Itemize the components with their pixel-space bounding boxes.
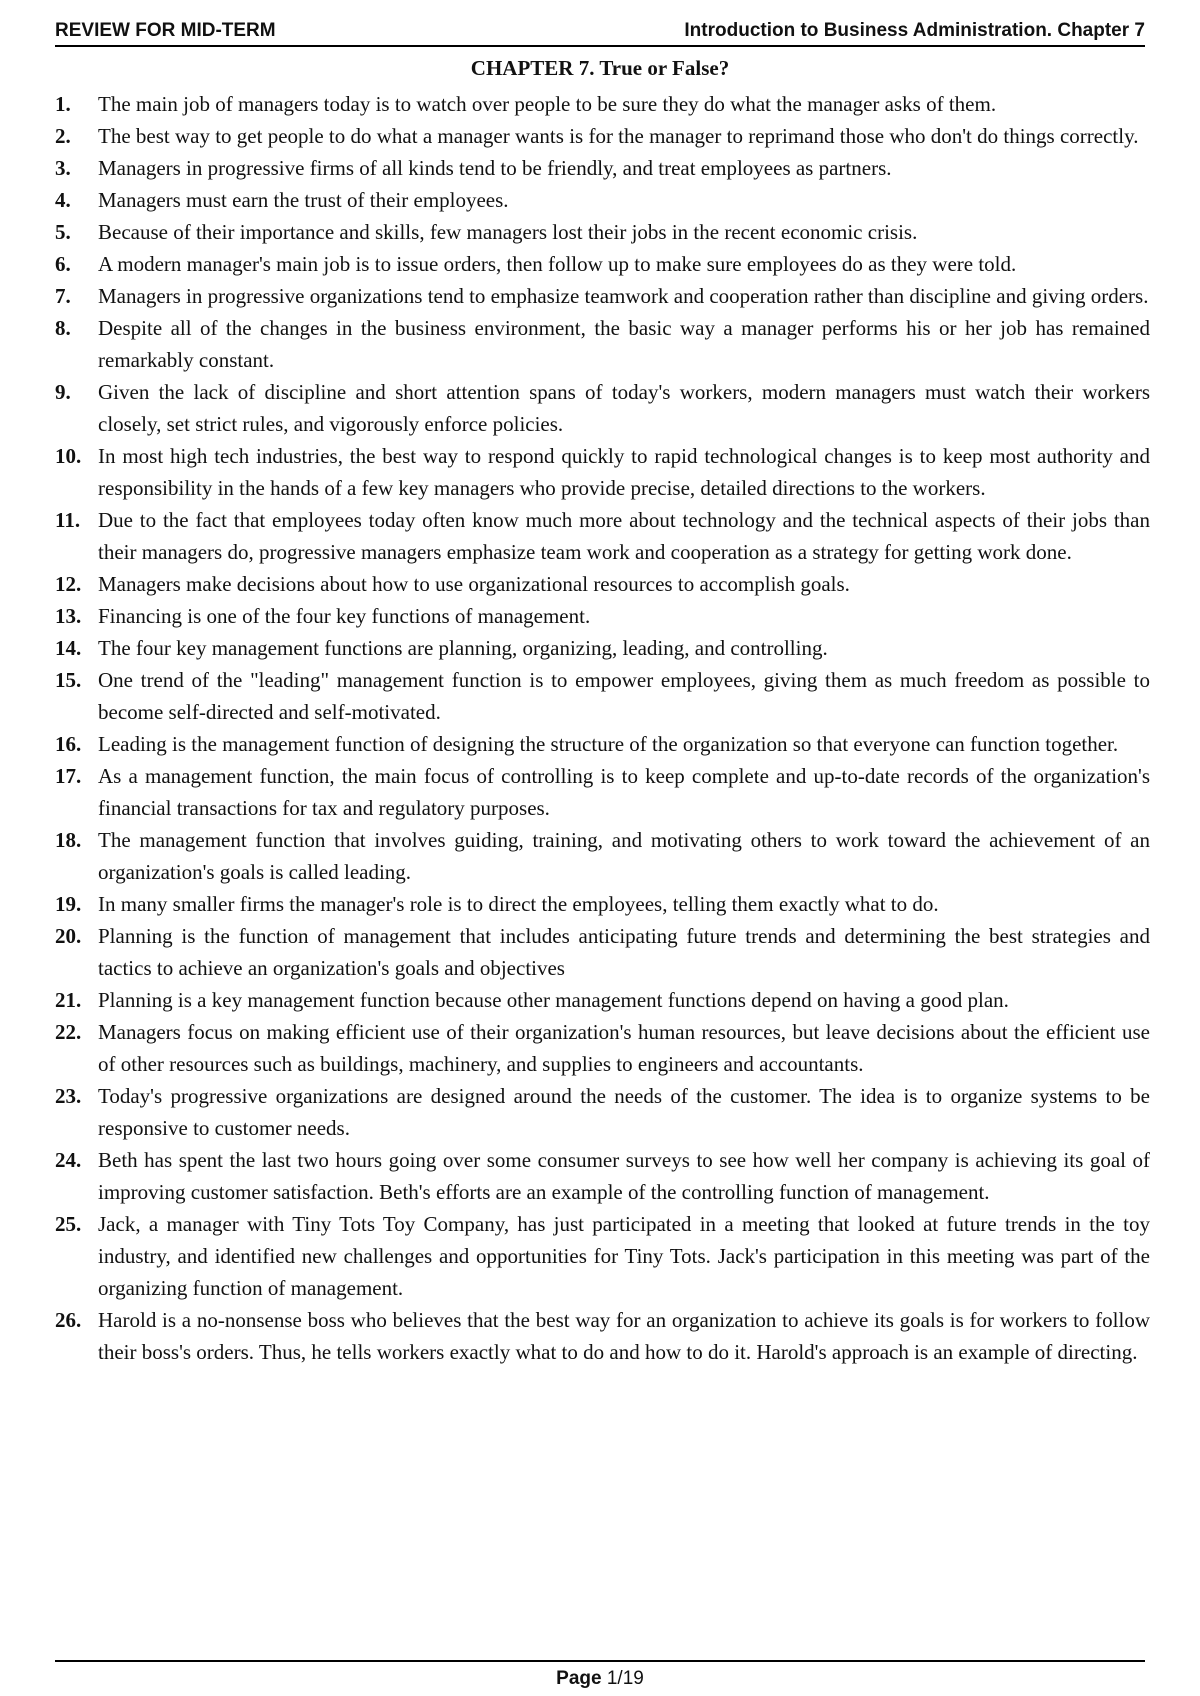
- question-item: [55, 1080, 1150, 1144]
- question-number: 2.: [55, 124, 71, 148]
- question-text: Managers in progressive organizations tend to emphasize teamwork and cooperation rather than discipline and giving orders.: [98, 284, 1149, 308]
- question-text: Jack, a manager with Tiny Tots Toy Company, has just participated in a meeting that looked at future trends in the toy industry, and identified new challenges and opportunities for Tiny Tots. Jack's participation in this meeting was part of the organizing function of management.: [98, 1212, 1150, 1300]
- question-item: [55, 920, 1150, 984]
- question-item: [55, 312, 1150, 376]
- question-number: 24.: [55, 1148, 82, 1172]
- question-number: 17.: [55, 764, 82, 788]
- page-title: CHAPTER 7. True or False?: [470, 56, 730, 80]
- question-item: [55, 1016, 1150, 1080]
- question-text: Planning is the function of management that includes anticipating future trends and determining the best strategies and tactics to achieve an organization's goals and objectives: [98, 924, 1150, 980]
- question-item: [55, 1304, 1150, 1368]
- question-number: 7.: [55, 284, 71, 308]
- question-item: [55, 216, 1150, 248]
- question-number: 5.: [55, 220, 71, 244]
- question-text: Given the lack of discipline and short attention spans of today's workers, modern managers must watch their workers closely, set strict rules, and vigorously enforce policies.: [98, 380, 1150, 436]
- question-text: Managers make decisions about how to use organizational resources to accomplish goals.: [98, 572, 850, 596]
- header-right: Introduction to Business Administration. Chapter 7: [684, 20, 1145, 41]
- question-item: [55, 664, 1150, 728]
- question-number: 25.: [55, 1212, 82, 1236]
- question-item: [55, 440, 1150, 504]
- question-item: [55, 376, 1150, 440]
- question-number: 23.: [55, 1084, 82, 1108]
- question-number: 22.: [55, 1020, 82, 1044]
- question-item: [55, 824, 1150, 888]
- question-item: [55, 152, 1150, 184]
- question-text: Because of their importance and skills, few managers lost their jobs in the recent economic crisis.: [98, 220, 918, 244]
- question-text: One trend of the "leading" management function is to empower employees, giving them as much freedom as possible to become self-directed and self-motivated.: [98, 668, 1150, 724]
- question-number: 18.: [55, 828, 82, 852]
- question-text: In many smaller firms the manager's role is to direct the employees, telling them exactly what to do.: [98, 892, 939, 916]
- header-left: REVIEW FOR MID-TERM: [55, 20, 276, 41]
- question-text: Harold is a no-nonsense boss who believes that the best way for an organization to achieve its goals is for workers to follow their boss's orders. Thus, he tells workers exactly what to do and how to do it. Harold's approach is an example of directing.: [98, 1308, 1150, 1364]
- question-text: Today's progressive organizations are designed around the needs of the customer. The idea is to organize systems to be responsive to customer needs.: [98, 1084, 1150, 1140]
- question-text: As a management function, the main focus of controlling is to keep complete and up-to-date records of the organization's financial transactions for tax and regulatory purposes.: [98, 764, 1150, 820]
- question-number: 14.: [55, 636, 82, 660]
- question-text: Managers in progressive firms of all kinds tend to be friendly, and treat employees as partners.: [98, 156, 892, 180]
- question-number: 15.: [55, 668, 82, 692]
- question-number: 3.: [55, 156, 71, 180]
- question-item: [55, 760, 1150, 824]
- footer-page-number: 1/19: [606, 1668, 644, 1689]
- question-item: [55, 1144, 1150, 1208]
- question-item: [55, 248, 1150, 280]
- question-item: [55, 984, 1150, 1016]
- question-number: 4.: [55, 188, 71, 212]
- question-item: [55, 184, 1150, 216]
- question-text: Planning is a key management function because other management functions depend on having a good plan.: [98, 988, 1009, 1012]
- question-item: [55, 88, 1150, 120]
- question-text: The four key management functions are planning, organizing, leading, and controlling.: [98, 636, 828, 660]
- question-number: 11.: [55, 508, 81, 532]
- question-number: 26.: [55, 1308, 82, 1332]
- question-item: [55, 504, 1150, 568]
- question-list: [55, 88, 1150, 1368]
- question-text: Due to the fact that employees today often know much more about technology and the technical aspects of their jobs than their managers do, progressive managers emphasize team work and cooperation as a strategy for getting work done.: [98, 508, 1150, 564]
- question-number: 10.: [55, 444, 82, 468]
- question-number: 1.: [55, 92, 71, 116]
- question-item: [55, 1208, 1150, 1304]
- question-item: [55, 888, 1150, 920]
- question-text: Financing is one of the four key functions of management.: [98, 604, 591, 628]
- question-number: 21.: [55, 988, 82, 1012]
- page-header: [55, 16, 1145, 47]
- question-number: 6.: [55, 252, 71, 276]
- question-text: The main job of managers today is to watch over people to be sure they do what the manager asks of them.: [98, 92, 997, 116]
- question-number: 13.: [55, 604, 82, 628]
- question-text: Despite all of the changes in the business environment, the basic way a manager performs his or her job has remained remarkably constant.: [98, 316, 1150, 372]
- question-text: Leading is the management function of designing the structure of the organization so that everyone can function together.: [98, 732, 1119, 756]
- footer-divider: [55, 1660, 1145, 1662]
- question-item: [55, 120, 1150, 152]
- question-number: 9.: [55, 380, 71, 404]
- question-text: Beth has spent the last two hours going over some consumer surveys to see how well her company is achieving its goal of improving customer satisfaction. Beth's efforts are an example of the controlling function of management.: [98, 1148, 1150, 1204]
- question-item: [55, 280, 1150, 312]
- question-text: A modern manager's main job is to issue orders, then follow up to make sure employees do as they were told.: [98, 252, 1017, 276]
- question-item: [55, 632, 1150, 664]
- question-text: Managers must earn the trust of their employees.: [98, 188, 509, 212]
- question-number: 20.: [55, 924, 82, 948]
- question-item: [55, 568, 1150, 600]
- question-text: Managers focus on making efficient use of their organization's human resources, but leave decisions about the efficient use of other resources such as buildings, machinery, and supplies to engineers and accountants.: [98, 1020, 1150, 1076]
- question-number: 16.: [55, 732, 82, 756]
- question-item: [55, 600, 1150, 632]
- question-number: 19.: [55, 892, 82, 916]
- question-number: 8.: [55, 316, 71, 340]
- question-item: [55, 728, 1150, 760]
- page-footer: [0, 1668, 1200, 1690]
- question-text: In most high tech industries, the best way to respond quickly to rapid technological changes is to keep most authority and responsibility in the hands of a few key managers who provide precise, detailed directions to the workers.: [98, 444, 1150, 500]
- footer-page-label: Page: [556, 1668, 602, 1689]
- question-number: 12.: [55, 572, 82, 596]
- question-text: The best way to get people to do what a manager wants is for the manager to reprimand those who don't do things correctly.: [98, 124, 1139, 148]
- question-text: The management function that involves guiding, training, and motivating others to work toward the achievement of an organization's goals is called leading.: [98, 828, 1150, 884]
